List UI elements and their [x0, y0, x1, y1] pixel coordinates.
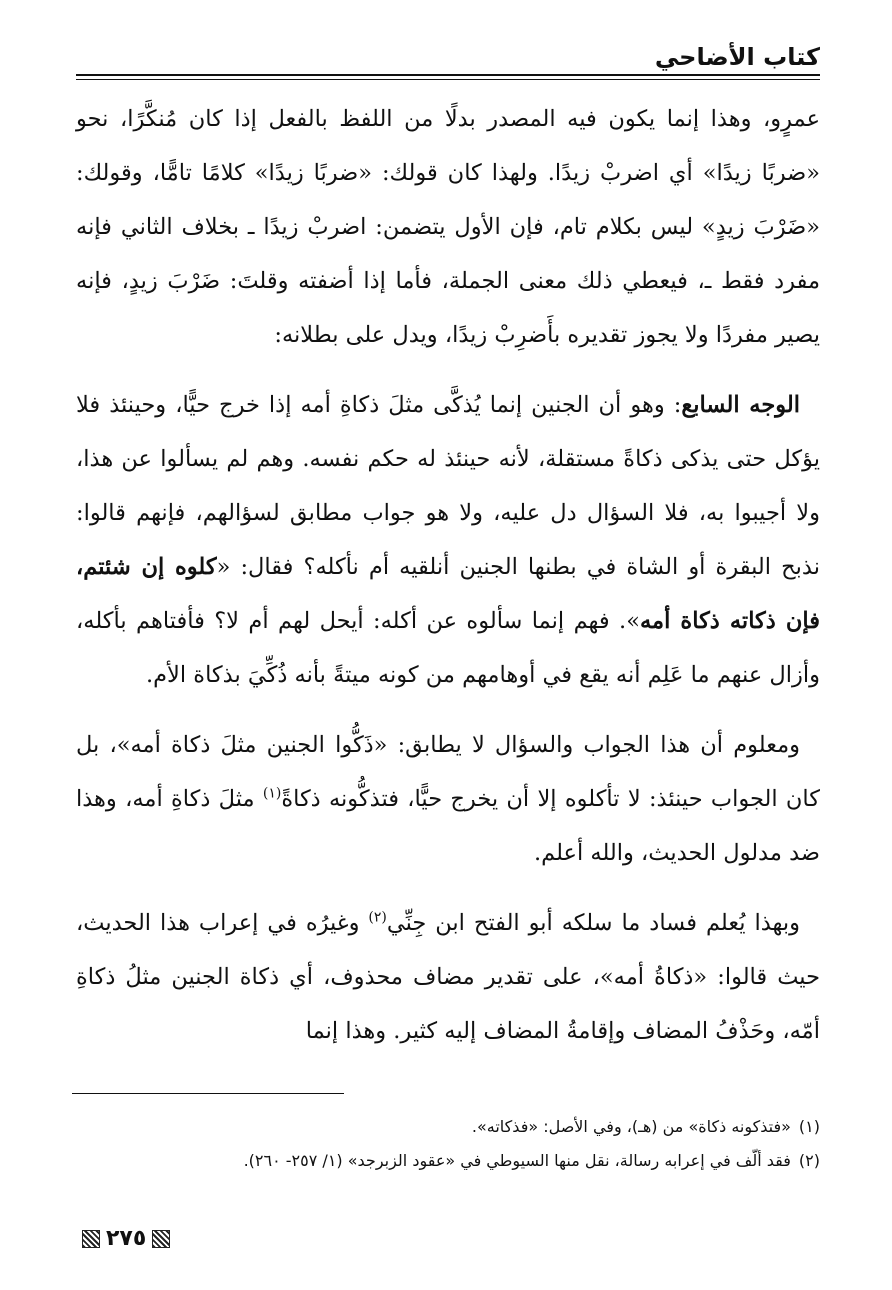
footnote-2-text: فقد ألّف في إعرابه رسالة، نقل منها السيوطي في «عقود الزبرجد» (١/ ٢٥٧- ٢٦٠). — [243, 1151, 791, 1170]
main-text — [76, 92, 820, 1074]
footnote-2-mark: (٢) — [798, 1151, 820, 1170]
footnote-1-text: «فتذكونه ذكاة» من (هـ)، وفي الأصل: «فذكاته». — [471, 1117, 791, 1136]
page-number-text: ٢٧٥ — [106, 1226, 147, 1251]
paragraph-3-text-a: ومعلوم أن هذا الجواب والسؤال لا يطابق: «ذَكُّوا الجنين مثلَ ذكاة أمه»، بل كان الجواب حينئذ: لا تأكلوه إلا أن يخرج حيًّا، فتذكُّونه ذكاةً — [76, 732, 820, 812]
footnotes — [76, 1110, 820, 1178]
paragraph-3-text-b: مثلَ ذكاةِ أمه، وهذا ضد مدلول الحديث، والله أعلم. — [76, 786, 820, 866]
footnote-divider — [72, 1093, 344, 1094]
paragraph-1-text: عمرٍو، وهذا إنما يكون فيه المصدر بدلًا من اللفظ بالفعل إذا كان مُنكَّرًا، نحو «ضربًا زيدًا» أي اضربْ زيدًا. ولهذا كان قولك: «ضربًا زيدًا» كلامًا تامًّا، وقولك: «ضَرْبَ زيدٍ» ليس بكلام تام، فإن الأول يتضمن: اضربْ زيدًا ـ بخلاف الثاني فإنه مفرد فقط ـ، فيعطي ذلك معنى الجملة، فأما إذا أضفته وقلتَ: ضَرْبَ زيدٍ، فإنه يصير مفردًا ولا يجوز تقديره بأَضرِبْ زيدًا، ويدل على بطلانه: — [76, 106, 820, 348]
header-divider — [76, 74, 820, 80]
paragraph-2 — [76, 378, 820, 702]
ornament-icon — [152, 1230, 170, 1248]
ornament-icon — [82, 1230, 100, 1248]
footnote-1 — [76, 1110, 820, 1144]
paragraph-2-lead: الوجه السابع — [681, 392, 800, 418]
paragraph-2-text-b: ». فهم إنما سألوه عن أكله: أيحل لهم أم لا؟ فأفتاهم بأكله، وأزال عنهم ما عَلِم أنه يقع في أوهامهم من كونه ميتةً بأنه ذُكِّيَ بذكاة الأم. — [76, 608, 820, 688]
page-number — [82, 1226, 170, 1251]
paragraph-4 — [76, 896, 820, 1058]
footnote-ref-1[interactable]: (١) — [262, 785, 282, 802]
paragraph-2-text-a: : وهو أن الجنين إنما يُذكَّى مثلَ ذكاةِ أمه إذا خرج حيًّا، وحينئذ فلا يؤكل حتى يذكى ذكاةً مستقلة، لأنه حينئذ له حكم نفسه. وهم لم يسألوا عن هذا، ولا أجيبوا به، فلا السؤال دل عليه، ولا هو جواب مطابق لسؤالهم، فإنهم قالوا: نذبح البقرة أو الشاة في بطنها الجنين أنلقيه أم نأكله؟ فقال: « — [76, 392, 820, 580]
footnote-ref-2[interactable]: (٢) — [368, 909, 387, 926]
hadith-quote: كلوه إن شئتم، فإن ذكاته ذكاة أمه — [76, 554, 820, 634]
footnote-1-mark: (١) — [798, 1117, 820, 1136]
paragraph-4-text-a: وبهذا يُعلم فساد ما سلكه أبو الفتح ابن جِنِّي — [386, 910, 801, 936]
paragraph-3 — [76, 718, 820, 880]
footnote-2 — [76, 1144, 820, 1178]
paragraph-1 — [76, 92, 820, 362]
paragraph-4-text-b: وغيرُه في إعراب هذا الحديث، حيث قالوا: «ذكاةُ أمه»، على تقدير مضاف محذوف، أي ذكاة الجنين مثلُ ذكاةِ أمّه، وحَذْفُ المضاف وإقامةُ المضاف إليه كثير. وهذا إنما — [76, 910, 820, 1044]
page-header-title: كتاب الأضاحي — [654, 43, 820, 71]
